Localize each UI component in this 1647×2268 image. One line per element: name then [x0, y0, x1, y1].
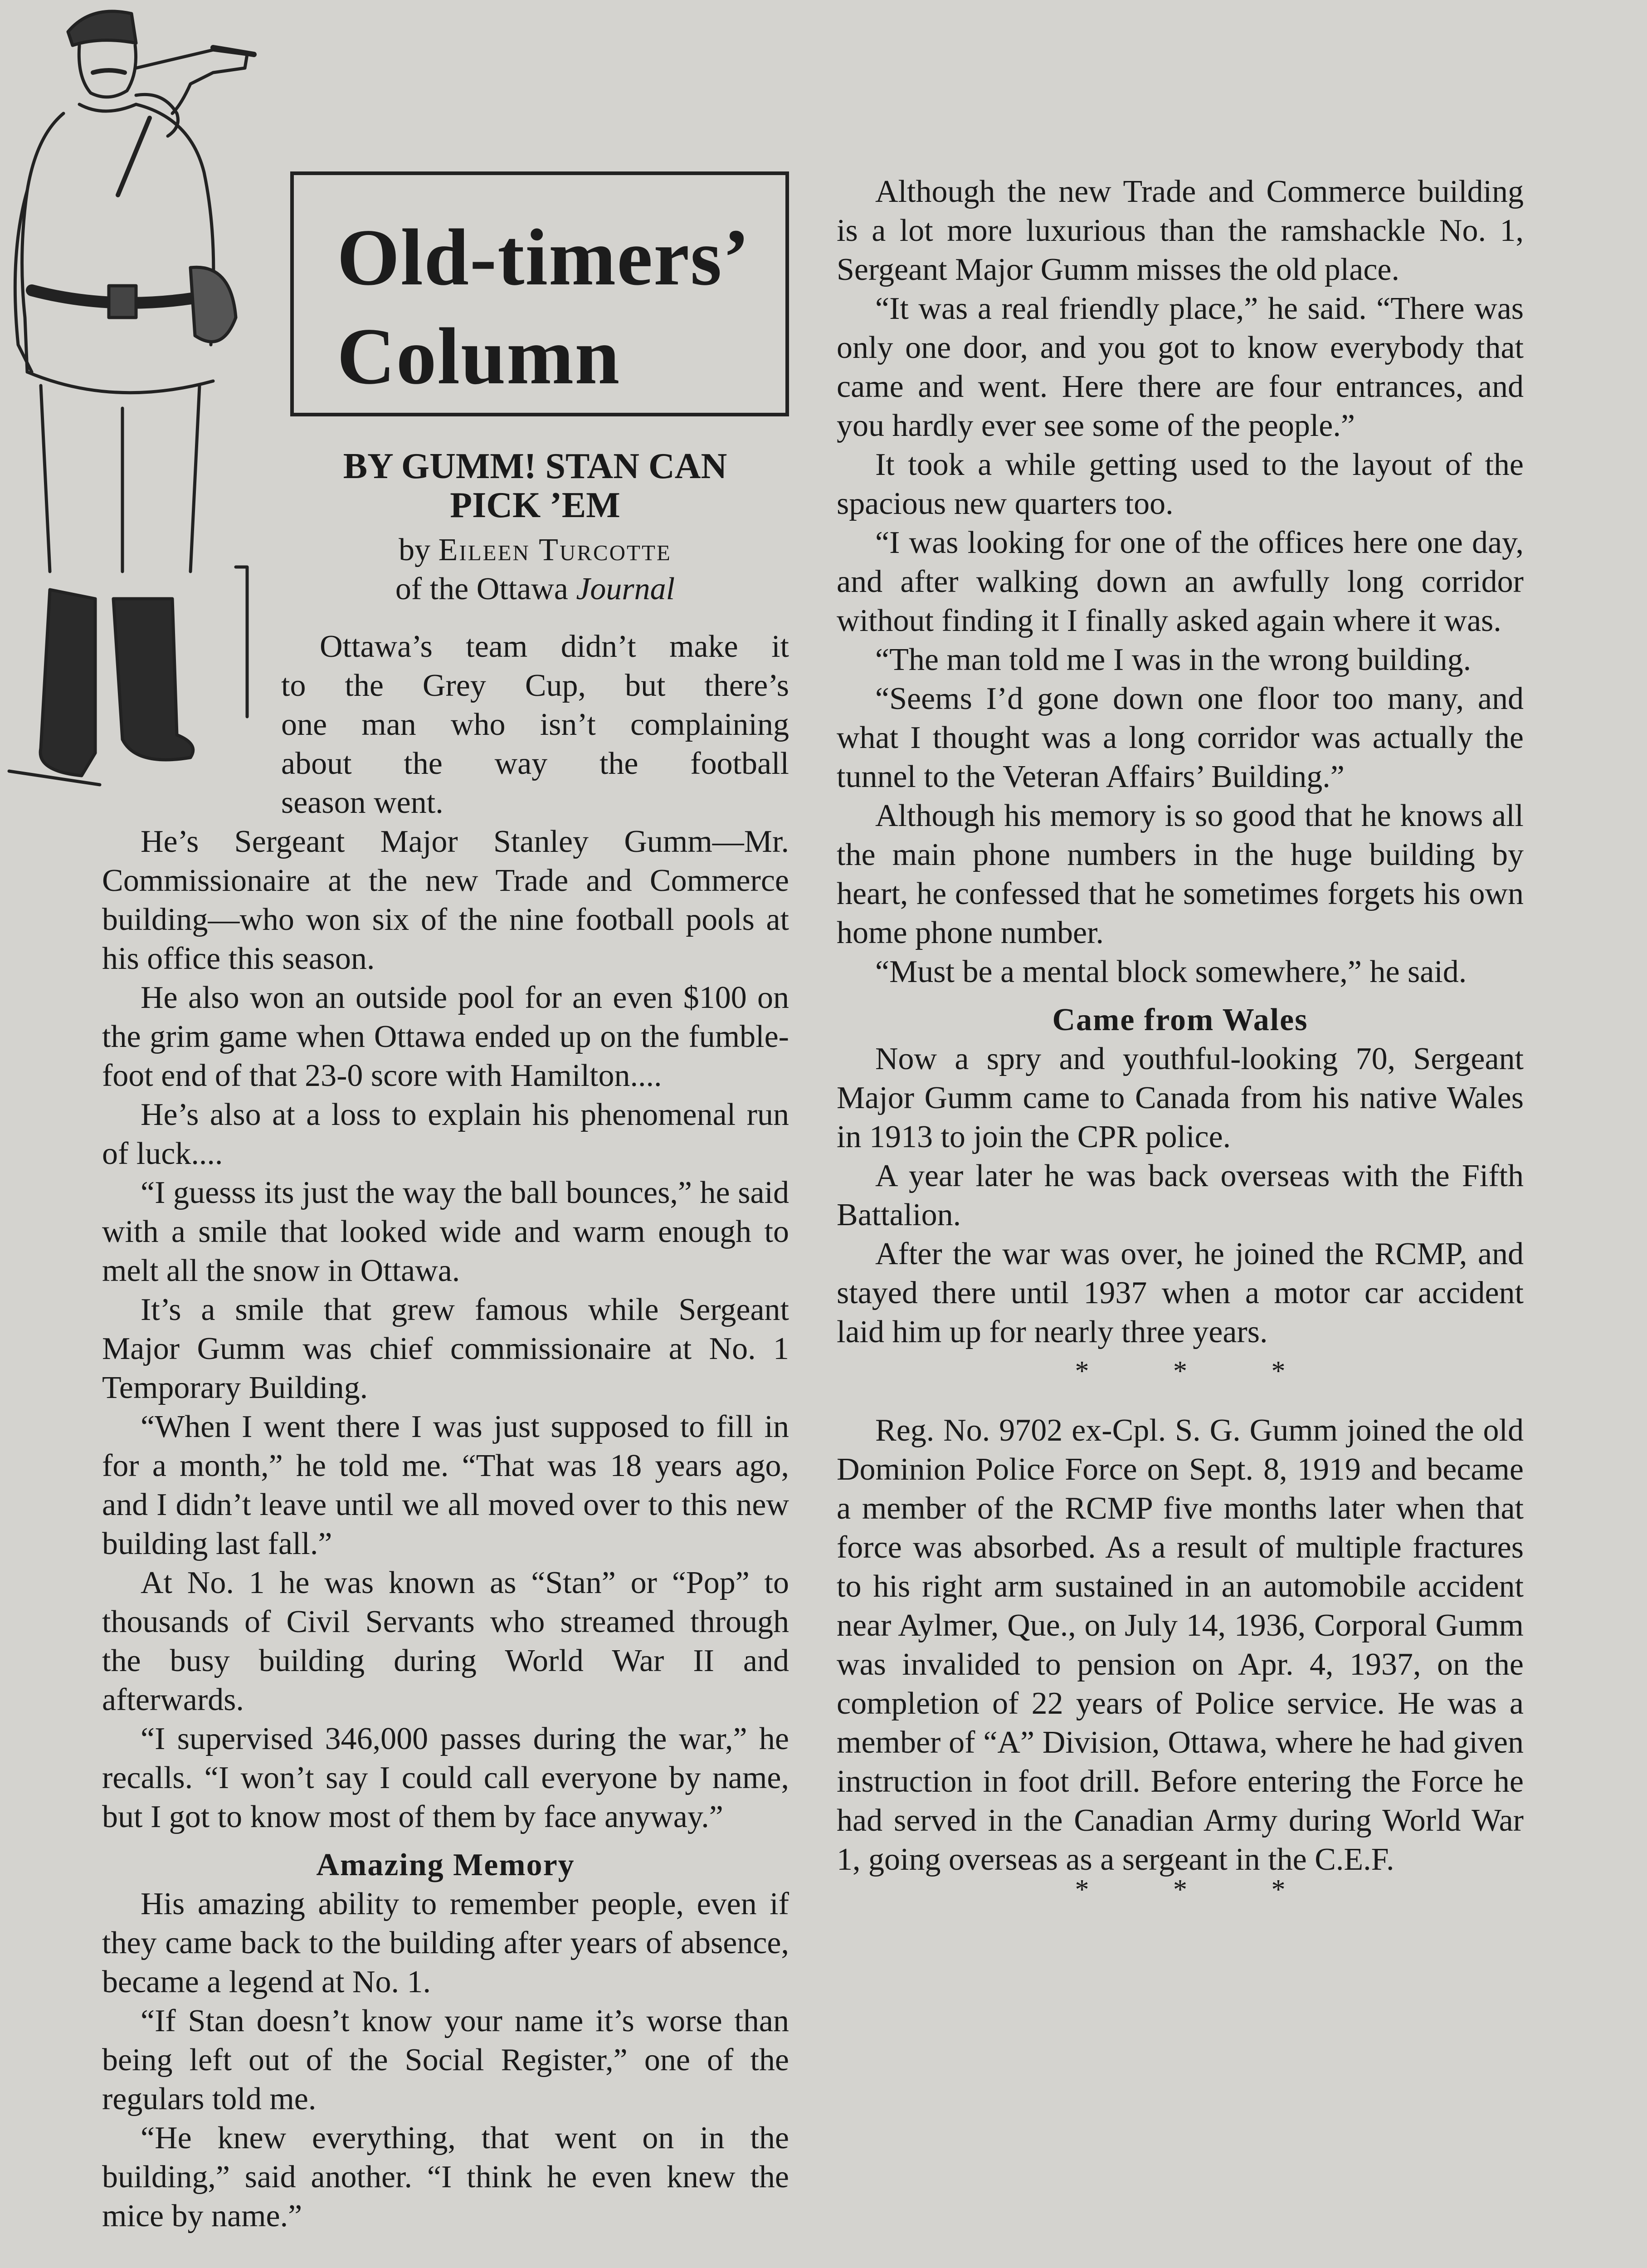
headline: BY GUMM! STAN CAN PICK ’EM — [343, 446, 727, 525]
paragraph: His amazing ability to remember people, even if they came back to the building after years of absence, became a legend at No. 1. — [102, 1887, 789, 1999]
byline: by Eileen Turcotte of the Ottawa Journal — [395, 533, 675, 606]
separator-stars-end: * * * — [1075, 1874, 1286, 1905]
policeman-illustration — [0, 0, 272, 830]
paragraph: “It was a real friendly place,” he said. “There was only one door, and you got to know everybody that came and went. Here there are four entrances, and you hardly ever see some of the people.” — [837, 291, 1524, 443]
newspaper-name: Journal — [576, 572, 675, 606]
subhead-came-from-wales: Came from Wales — [1052, 1002, 1308, 1037]
service-note: Reg. No. 9702 ex-Cpl. S. G. Gumm joined the old Dominion Police Force on Sept. 8, 1919 and became a member of the RCMP five months later when that force was absorbed. As a result of multiple fractures to his right arm sustained in an automobile accident near Aylmer, Que., on July 14, 1936, Corporal Gumm was invalided to pension on Apr. 4, 1937, on the completion of 22 years of Police service. He was a member of “A” Division, Ottawa, where he had given instruction in foot drill. Before entering the Force he had served in the Canadian Army during World War 1, going overseas as a sergeant in the C.E.F. — [837, 1413, 1524, 1877]
intro-paragraph: Ottawa’s team didn’t make it to the Grey Cup, but there’s one man who isn’t complaining about the way the football season went. — [281, 629, 789, 820]
paragraph: “If Stan doesn’t know your name it’s worse than being left out of the Social Register,” one of the regulars told me. — [102, 2004, 789, 2116]
paragraph: He’s also at a loss to explain his phenomenal run of luck.... — [102, 1097, 789, 1171]
paragraph: It’s a smile that grew famous while Sergeant Major Gumm was chief commissionaire at No. 1 Temporary Building. — [102, 1292, 789, 1405]
column-title-box — [290, 171, 789, 416]
author-name: Eileen Turcotte — [438, 533, 672, 567]
right-column — [837, 172, 1524, 1909]
paragraph: “I supervised 346,000 passes during the war,” he recalls. “I won’t say I could call everyone by name, but I got to know most of them by face anyway.” — [102, 1721, 789, 1834]
paragraph: Now a spry and youthful-looking 70, Sergeant Major Gumm came to Canada from his native Wales in 1913 to join the CPR police. — [837, 1041, 1524, 1154]
paragraph: It took a while getting used to the layout of the spacious new quarters too. — [837, 447, 1524, 521]
paragraph: At No. 1 he was known as “Stan” or “Pop” to thousands of Civil Servants who streamed through the busy building during World War II and afterwards. — [102, 1565, 789, 1717]
paragraph: “I guesss its just the way the ball bounces,” he said with a smile that looked wide and warm enough to melt all the snow in Ottawa. — [102, 1175, 789, 1288]
paragraph: “When I went there I was just supposed to fill in for a month,” he told me. “That was 18 years ago, and I didn’t leave until we all moved over to this new building last fall.” — [102, 1409, 789, 1561]
column-title: Old-timers’ Column — [337, 212, 750, 401]
paragraph: A year later he was back overseas with the Fifth Battalion. — [837, 1158, 1524, 1232]
paragraph: “The man told me I was in the wrong building. — [875, 642, 1472, 677]
subhead-amazing-memory: Amazing Memory — [316, 1848, 575, 1882]
paragraph: Although his memory is so good that he knows all the main phone numbers in the huge building by heart, he confessed that he sometimes forgets his own home phone number. — [837, 798, 1524, 950]
left-column — [102, 822, 789, 2236]
paragraph: “He knew everything, that went on in the building,” said another. “I think he even knew the mice by name.” — [102, 2121, 789, 2234]
separator-stars: * * * — [1075, 1356, 1286, 1387]
paragraph: “Must be a mental block somewhere,” he said. — [875, 954, 1467, 989]
paragraph: “I was looking for one of the offices here one day, and after walking down an awfully long corridor without finding it I finally asked again where it was. — [837, 525, 1524, 638]
paragraph: After the war was over, he joined the RCMP, and stayed there until 1937 when a motor car accident laid him up for nearly three years. — [837, 1237, 1524, 1349]
paragraph: “Seems I’d gone down one floor too many, and what I thought was a long corridor was actually the tunnel to the Veteran Affairs’ Building.” — [837, 681, 1524, 794]
paragraph: Although the new Trade and Commerce building is a lot more luxurious than the ramshackle No. 1, Sergeant Major Gumm misses the old place. — [837, 174, 1524, 287]
paragraph: He’s Sergeant Major Stanley Gumm—Mr. Commissionaire at the new Trade and Commerce building—who won six of the nine football pools at his office this season. — [102, 824, 789, 976]
paragraph: He also won an outside pool for an even $100 on the grim game when Ottawa ended up on the fumble-foot end of that 23-0 score with Hamilton.... — [102, 980, 789, 1093]
